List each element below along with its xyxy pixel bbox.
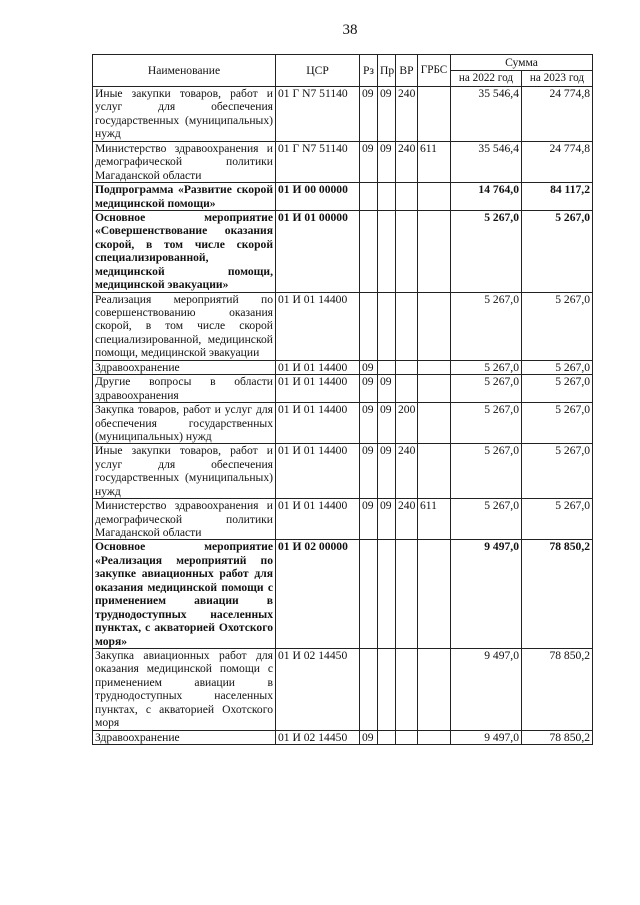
- cell-pr: [378, 540, 396, 649]
- cell-grbs: [418, 730, 451, 744]
- cell-name: Министерство здравоохранения и демографической политики Магаданской области: [93, 499, 276, 540]
- cell-csr: 01 И 02 14450: [276, 648, 360, 730]
- cell-grbs: [418, 540, 451, 649]
- cell-pr: 09: [378, 375, 396, 403]
- cell-pr: [378, 730, 396, 744]
- cell-grbs: [418, 360, 451, 374]
- table-row: [93, 499, 593, 540]
- cell-grbs: [418, 375, 451, 403]
- cell-name: Реализация мероприятий по совершенствованию оказания скорой, в том числе скорой специализированной, медицинской помощи, медицинской эвакуации: [93, 292, 276, 360]
- cell-csr: 01 И 01 14400: [276, 375, 360, 403]
- cell-y2023: 5 267,0: [522, 210, 593, 292]
- col-header-grbs: ГРБС: [418, 55, 451, 87]
- cell-rz: [360, 292, 378, 360]
- cell-rz: [360, 210, 378, 292]
- col-header-2022: на 2022 год: [451, 71, 522, 87]
- cell-csr: 01 И 02 14450: [276, 730, 360, 744]
- cell-y2022: 5 267,0: [451, 360, 522, 374]
- table-row: [93, 183, 593, 211]
- cell-pr: [378, 183, 396, 211]
- cell-y2023: 5 267,0: [522, 292, 593, 360]
- table-body: [93, 87, 593, 745]
- cell-csr: 01 И 01 14400: [276, 499, 360, 540]
- cell-name: Основное мероприятие «Реализация мероприятий по закупке авиационных работ для оказания медицинской помощи с применением авиации в труднодоступных населенных пунктах, с акваторией Охотского моря»: [93, 540, 276, 649]
- cell-rz: 09: [360, 403, 378, 444]
- cell-grbs: 611: [418, 499, 451, 540]
- cell-grbs: 611: [418, 141, 451, 182]
- cell-name: Иные закупки товаров, работ и услуг для обеспечения государственных (муниципальных) нужд: [93, 87, 276, 142]
- cell-rz: 09: [360, 141, 378, 182]
- cell-y2022: 5 267,0: [451, 375, 522, 403]
- cell-csr: 01 И 01 14400: [276, 292, 360, 360]
- cell-y2022: 5 267,0: [451, 292, 522, 360]
- cell-pr: 09: [378, 444, 396, 499]
- cell-name: Подпрограмма «Развитие скорой медицинской помощи»: [93, 183, 276, 211]
- cell-y2023: 78 850,2: [522, 730, 593, 744]
- cell-vr: [396, 360, 418, 374]
- cell-rz: 09: [360, 87, 378, 142]
- table-row: [93, 141, 593, 182]
- cell-pr: [378, 360, 396, 374]
- table-row: [93, 540, 593, 649]
- cell-rz: 09: [360, 499, 378, 540]
- cell-pr: [378, 210, 396, 292]
- cell-rz: 09: [360, 375, 378, 403]
- cell-name: Другие вопросы в области здравоохранения: [93, 375, 276, 403]
- table-row: [93, 360, 593, 374]
- cell-vr: 240: [396, 87, 418, 142]
- cell-y2022: 5 267,0: [451, 444, 522, 499]
- cell-name: Здравоохранение: [93, 730, 276, 744]
- cell-name: Закупка авиационных работ для оказания медицинской помощи с применением авиации в труднодоступных населенных пунктах, с акваторией Охотского моря: [93, 648, 276, 730]
- cell-y2022: 5 267,0: [451, 403, 522, 444]
- cell-csr: 01 И 00 00000: [276, 183, 360, 211]
- cell-rz: [360, 540, 378, 649]
- cell-vr: [396, 648, 418, 730]
- cell-pr: [378, 292, 396, 360]
- cell-y2023: 24 774,8: [522, 87, 593, 142]
- cell-name: Основное мероприятие «Совершенствование оказания скорой, в том числе скорой специализированной, медицинской помощи, медицинской эвакуации»: [93, 210, 276, 292]
- table-row: [93, 403, 593, 444]
- cell-grbs: [418, 648, 451, 730]
- cell-vr: [396, 540, 418, 649]
- cell-rz: 09: [360, 360, 378, 374]
- cell-csr: 01 Г N7 51140: [276, 87, 360, 142]
- cell-vr: [396, 210, 418, 292]
- table-row: [93, 730, 593, 744]
- cell-rz: [360, 648, 378, 730]
- table-row: [93, 87, 593, 142]
- table-row: [93, 444, 593, 499]
- cell-y2023: 78 850,2: [522, 540, 593, 649]
- cell-name: Иные закупки товаров, работ и услуг для обеспечения государственных (муниципальных) нужд: [93, 444, 276, 499]
- cell-name: Закупка товаров, работ и услуг для обеспечения государственных (муниципальных) нужд: [93, 403, 276, 444]
- page-number: 38: [342, 22, 358, 38]
- cell-pr: 09: [378, 499, 396, 540]
- cell-vr: 240: [396, 444, 418, 499]
- cell-y2023: 5 267,0: [522, 360, 593, 374]
- cell-vr: [396, 183, 418, 211]
- cell-csr: 01 И 01 14400: [276, 360, 360, 374]
- cell-pr: 09: [378, 403, 396, 444]
- col-header-2023: на 2023 год: [522, 71, 593, 87]
- cell-grbs: [418, 210, 451, 292]
- cell-vr: 200: [396, 403, 418, 444]
- cell-y2023: 24 774,8: [522, 141, 593, 182]
- col-header-vr: ВР: [396, 55, 418, 87]
- cell-vr: 240: [396, 499, 418, 540]
- cell-y2023: 5 267,0: [522, 403, 593, 444]
- cell-vr: [396, 730, 418, 744]
- cell-grbs: [418, 292, 451, 360]
- cell-grbs: [418, 403, 451, 444]
- table-row: [93, 375, 593, 403]
- cell-y2023: 84 117,2: [522, 183, 593, 211]
- cell-y2022: 5 267,0: [451, 210, 522, 292]
- cell-y2022: 14 764,0: [451, 183, 522, 211]
- cell-y2022: 9 497,0: [451, 540, 522, 649]
- cell-csr: 01 И 02 00000: [276, 540, 360, 649]
- cell-rz: 09: [360, 444, 378, 499]
- col-header-pr: Пр: [378, 55, 396, 87]
- col-header-sum: Сумма: [451, 55, 593, 71]
- cell-y2023: 78 850,2: [522, 648, 593, 730]
- cell-vr: 240: [396, 141, 418, 182]
- budget-table: [92, 54, 593, 745]
- cell-y2023: 5 267,0: [522, 444, 593, 499]
- cell-y2022: 9 497,0: [451, 730, 522, 744]
- cell-y2022: 9 497,0: [451, 648, 522, 730]
- cell-vr: [396, 292, 418, 360]
- cell-vr: [396, 375, 418, 403]
- cell-grbs: [418, 87, 451, 142]
- table-row: [93, 648, 593, 730]
- cell-y2023: 5 267,0: [522, 375, 593, 403]
- col-header-csr: ЦСР: [276, 55, 360, 87]
- cell-y2022: 35 546,4: [451, 141, 522, 182]
- cell-grbs: [418, 183, 451, 211]
- cell-csr: 01 И 01 14400: [276, 444, 360, 499]
- cell-y2023: 5 267,0: [522, 499, 593, 540]
- table-row: [93, 210, 593, 292]
- cell-grbs: [418, 444, 451, 499]
- cell-name: Здравоохранение: [93, 360, 276, 374]
- cell-csr: 01 Г N7 51140: [276, 141, 360, 182]
- cell-name: Министерство здравоохранения и демографической политики Магаданской области: [93, 141, 276, 182]
- cell-y2022: 5 267,0: [451, 499, 522, 540]
- cell-pr: [378, 648, 396, 730]
- cell-pr: 09: [378, 87, 396, 142]
- col-header-name: Наименование: [93, 55, 276, 87]
- cell-csr: 01 И 01 00000: [276, 210, 360, 292]
- table-row: [93, 292, 593, 360]
- table-header: [93, 55, 593, 87]
- cell-rz: [360, 183, 378, 211]
- cell-y2022: 35 546,4: [451, 87, 522, 142]
- cell-rz: 09: [360, 730, 378, 744]
- cell-pr: 09: [378, 141, 396, 182]
- col-header-rz: Рз: [360, 55, 378, 87]
- cell-csr: 01 И 01 14400: [276, 403, 360, 444]
